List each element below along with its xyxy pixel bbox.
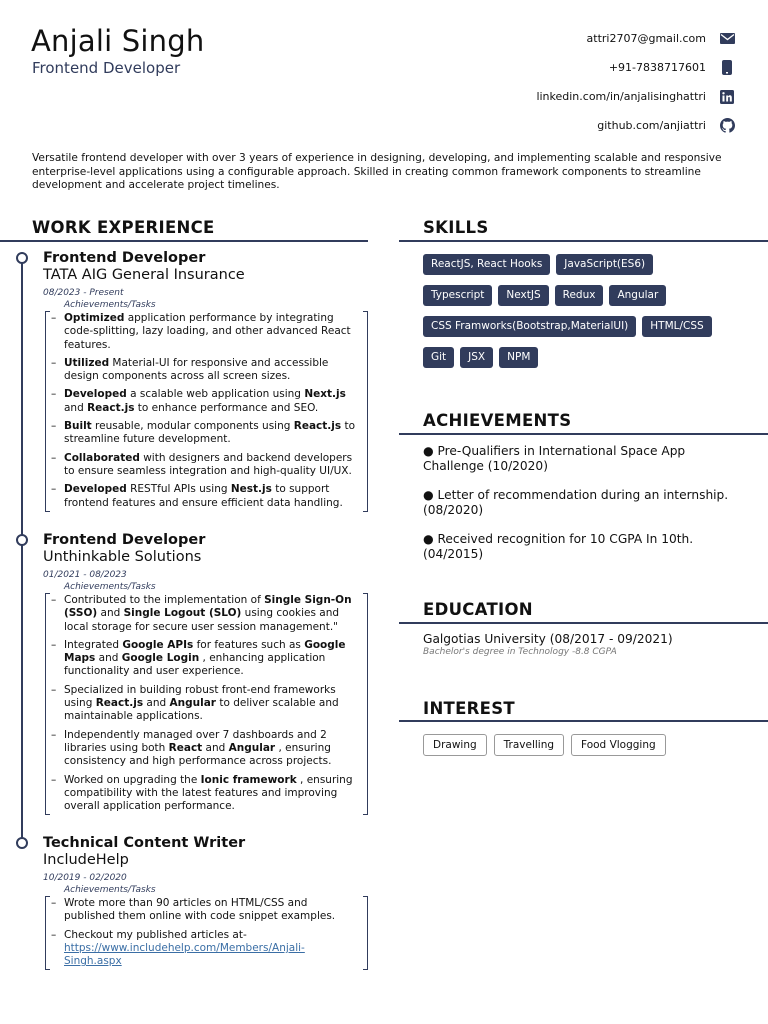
job-bullet: – Wrote more than 90 articles on HTML/CSS and published them online with code snippet examples. bbox=[64, 897, 358, 924]
candidate-name: Anjali Singh bbox=[31, 24, 205, 58]
github-icon bbox=[718, 117, 736, 135]
achievements-label: Achievements/Tasks bbox=[64, 885, 156, 895]
section-rule-skills bbox=[399, 240, 768, 242]
job-bullets bbox=[45, 311, 368, 512]
job-title: Technical Content Writer bbox=[43, 835, 246, 851]
skill-tag: NextJS bbox=[498, 285, 548, 306]
achievements-label: Achievements/Tasks bbox=[64, 300, 156, 310]
education-degree: Bachelor's degree in Technology -8.8 CGPA bbox=[423, 647, 617, 657]
job-bullet: – Built reusable, modular components using React.js to streamline future development. bbox=[64, 420, 358, 447]
job-bullet: – Contributed to the implementation of Single Sign-On (SSO) and Single Logout (SLO) using cookies and local storage for secure user session management." bbox=[64, 594, 358, 634]
job-company: IncludeHelp bbox=[43, 852, 129, 868]
achievement-item: ● Pre-Qualifiers in International Space App Challenge (10/2020) bbox=[423, 444, 686, 473]
skill-tag: CSS Framworks(Bootstrap,MaterialUI) bbox=[423, 316, 636, 337]
job-bullet: – Collaborated with designers and backend developers to ensure seamless integration and high-quality UI/UX. bbox=[64, 452, 358, 479]
job-entry bbox=[43, 250, 368, 512]
job-title: Frontend Developer bbox=[43, 532, 206, 548]
skill-tag: Git bbox=[423, 347, 454, 368]
job-bullet: – Worked on upgrading the Ionic framework , ensuring compatibility with the latest features and improving overall application performance. bbox=[64, 774, 358, 814]
job-bullet: – Integrated Google APIs for features such as Google Maps and Google Login , enhancing application functionality and user experience. bbox=[64, 639, 358, 679]
section-title-skills: SKILLS bbox=[423, 218, 489, 237]
contact-phone-text[interactable]: +91-7838717601 bbox=[608, 61, 706, 74]
interest-tag: Travelling bbox=[494, 734, 564, 756]
experience-timeline bbox=[21, 258, 23, 842]
contact-linkedin-text[interactable]: linkedin.com/in/anjalisinghattri bbox=[536, 90, 706, 103]
section-rule-work bbox=[0, 240, 368, 242]
skill-tag: Redux bbox=[555, 285, 604, 306]
skill-row bbox=[423, 347, 753, 368]
skills-list bbox=[423, 254, 753, 378]
job-bullet: – Checkout my published articles at-https://www.includehelp.com/Members/Anjali-Singh.aspx bbox=[64, 929, 358, 969]
job-bullet: – Independently managed over 7 dashboards and 2 libraries using both React and Angular , ensuring consistency and high performance across projects. bbox=[64, 729, 358, 769]
skill-tag: HTML/CSS bbox=[642, 316, 711, 337]
skill-row bbox=[423, 254, 753, 275]
linkedin-icon bbox=[718, 88, 736, 106]
achievement-item: ● Letter of recommendation during an internship. (08/2020) bbox=[423, 488, 729, 517]
profile-summary: Versatile frontend developer with over 3 years of experience in designing, developing, and implementing scalable and responsive enterprise-level applications using a configurable approach. Skilled in creating common framework components to streamline development and accelerate project timelines. bbox=[32, 152, 722, 191]
job-company: TATA AIG General Insurance bbox=[43, 267, 245, 283]
skill-tag: Typescript bbox=[423, 285, 492, 306]
job-bullet: – Developed a scalable web application using Next.js and React.js to enhance performance and SEO. bbox=[64, 388, 358, 415]
achievements-label: Achievements/Tasks bbox=[64, 582, 156, 592]
job-title: Frontend Developer bbox=[43, 250, 206, 266]
contact-github-text[interactable]: github.com/anjiattri bbox=[597, 119, 706, 132]
job-bullets bbox=[45, 593, 368, 815]
contact-phone[interactable] bbox=[436, 53, 736, 82]
skill-row bbox=[423, 285, 753, 306]
job-dates: 08/2023 - Present bbox=[43, 288, 124, 298]
contact-email[interactable] bbox=[436, 24, 736, 53]
contact-list bbox=[436, 24, 736, 140]
job-bullet: – Specialized in building robust front-end frameworks using React.js and Angular to deliver scalable and maintainable applications. bbox=[64, 684, 358, 724]
candidate-title: Frontend Developer bbox=[32, 59, 181, 77]
skill-tag: JavaScript(ES6) bbox=[556, 254, 653, 275]
skill-row bbox=[423, 316, 753, 337]
job-dates: 01/2021 - 08/2023 bbox=[43, 570, 127, 580]
section-rule-education bbox=[399, 622, 768, 624]
section-title-education: EDUCATION bbox=[423, 600, 533, 619]
skill-tag: Angular bbox=[609, 285, 666, 306]
skill-tag: NPM bbox=[499, 347, 538, 368]
job-entry bbox=[43, 532, 368, 815]
contact-github[interactable] bbox=[436, 111, 736, 140]
section-rule-interest bbox=[399, 720, 768, 722]
job-dates: 10/2019 - 02/2020 bbox=[43, 873, 127, 883]
phone-icon bbox=[718, 59, 736, 77]
job-bullet: – Utilized Material-UI for responsive and accessible design components across all screen sizes. bbox=[64, 357, 358, 384]
section-title-work: WORK EXPERIENCE bbox=[32, 218, 215, 237]
job-bullet: – Optimized application performance by integrating code-splitting, lazy loading, and other advanced React features. bbox=[64, 312, 358, 352]
achievement-item: ● Received recognition for 10 CGPA In 10th. (04/2015) bbox=[423, 532, 694, 561]
timeline-dot bbox=[16, 252, 28, 264]
section-title-interest: INTEREST bbox=[423, 699, 515, 718]
education-school: Galgotias University (08/2017 - 09/2021) bbox=[423, 632, 673, 646]
skill-tag: ReactJS, React Hooks bbox=[423, 254, 550, 275]
contact-linkedin[interactable] bbox=[436, 82, 736, 111]
article-link[interactable]: https://www.includehelp.com/Members/Anjali-Singh.aspx bbox=[64, 941, 305, 968]
skill-tag: JSX bbox=[460, 347, 493, 368]
section-title-achievements: ACHIEVEMENTS bbox=[423, 411, 572, 430]
interest-list bbox=[423, 734, 673, 756]
interest-tag: Food Vlogging bbox=[571, 734, 666, 756]
contact-email-text[interactable]: attri2707@gmail.com bbox=[586, 32, 706, 45]
job-bullet: – Developed RESTful APIs using Nest.js to support frontend features and ensure efficient data handling. bbox=[64, 483, 358, 510]
section-rule-achievements bbox=[399, 433, 768, 435]
envelope-icon bbox=[718, 30, 736, 48]
timeline-dot bbox=[16, 837, 28, 849]
job-bullets bbox=[45, 896, 368, 970]
timeline-dot bbox=[16, 534, 28, 546]
interest-tag: Drawing bbox=[423, 734, 487, 756]
job-company: Unthinkable Solutions bbox=[43, 549, 202, 565]
job-entry bbox=[43, 835, 368, 970]
